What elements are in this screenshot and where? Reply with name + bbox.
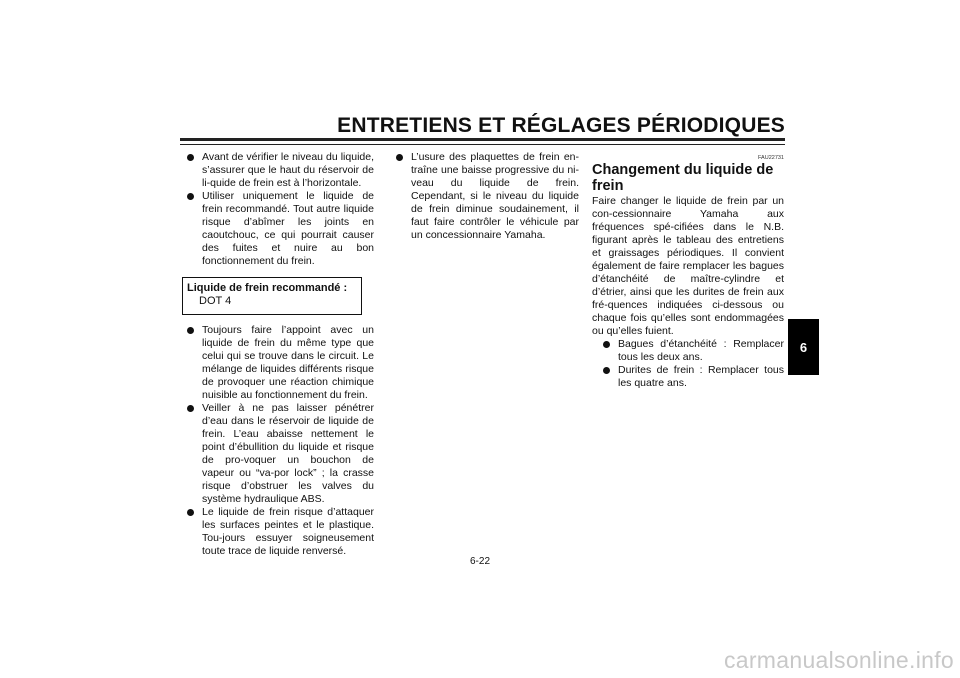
header-rule-thick: [180, 138, 785, 141]
bullet-icon: [187, 327, 194, 334]
spec-value: DOT 4: [199, 295, 232, 307]
section-title: Changement du liquide de frein: [592, 162, 774, 194]
spec-title: Liquide de frein recommandé :: [187, 282, 348, 294]
page-header-title: ENTRETIENS ET RÉGLAGES PÉRIODIQUES: [337, 114, 785, 137]
list-item: [395, 151, 579, 242]
list-item-text: Toujours faire l’appoint avec un liquide de frein du même type que celui qui se trouve dans le circuit. Le mélange de liquides différents risque de provoquer une réaction chimique nuisible au fonctionnement du frein.: [202, 324, 374, 401]
recommended-fluid-box: [182, 277, 362, 315]
list-item: [186, 402, 374, 506]
list-item: [186, 506, 374, 558]
list-item-text: Le liquide de frein risque d’attaquer les surfaces peintes et le plastique. Tou-jours essuyer soigneusement toute trace de liquide renversé.: [202, 506, 374, 557]
section-paragraph: Faire changer le liquide de frein par un con-cessionnaire Yamaha aux fréquences spé-cifiées dans le N.B. figurant après le tableau des entretiens et graissages périodiques. Il convient également de faire remplacer les bagues d’étanchéité de maître-cylindre et d’étrier, ainsi que les durites de frein aux fré-quences indiquées ci-dessous ou chaque fois qu’elles sont endommagées ou qu’elles fuient.: [592, 195, 784, 337]
bullet-icon: [603, 367, 610, 374]
chapter-tab-label: 6: [799, 339, 808, 355]
list-item-text: Durites de frein : Remplacer tous les quatre ans.: [618, 364, 784, 389]
list-item-text: Avant de vérifier le niveau du liquide, s’assurer que le haut du réservoir de li-quide de frein est à l’horizontale.: [202, 151, 374, 189]
list-item: [186, 190, 374, 268]
list-item: [602, 364, 784, 390]
section-code: FAU22731: [758, 155, 784, 161]
bullet-icon: [603, 341, 610, 348]
column-right: [592, 151, 784, 390]
bullet-icon: [187, 509, 194, 516]
list-item-text: L’usure des plaquettes de frein en-traîne une baisse progressive du ni-veau du liquide de frein. Cependant, si le niveau du liquide de frein diminue soudainement, il faut faire contrôler le véhicule par un concessionnaire Yamaha.: [411, 151, 579, 241]
bullet-icon: [187, 193, 194, 200]
bullet-icon: [187, 405, 194, 412]
bullet-icon: [396, 154, 403, 161]
header-rule-thin: [180, 144, 785, 145]
list-item: [186, 324, 374, 402]
column-middle: [395, 151, 579, 242]
sub-list: [592, 338, 784, 390]
column-left: [186, 151, 374, 558]
list-item-text: Utiliser uniquement le liquide de frein recommandé. Tout autre liquide risque d’abîmer les joints en caoutchouc, ce qui pourrait causer des fuites et nuire au bon fonctionnement du frein.: [202, 190, 374, 267]
list-item: [186, 151, 374, 190]
list-item: [602, 338, 784, 364]
chapter-tab: [788, 319, 819, 375]
bullet-icon: [187, 154, 194, 161]
page-number: 6-22: [470, 556, 491, 567]
watermark: carmanualsonline.info: [723, 647, 954, 673]
list-item-text: Bagues d’étanchéité : Remplacer tous les deux ans.: [618, 338, 784, 363]
list-item-text: Veiller à ne pas laisser pénétrer d’eau dans le réservoir de liquide de frein. L’eau abaisse nettement le point d’ébullition du liquide et risque de pro-voquer un bouchon de vapeur ou “va-por lock” ; la crasse risque d’obstruer les valves du système hydraulique ABS.: [202, 402, 374, 505]
